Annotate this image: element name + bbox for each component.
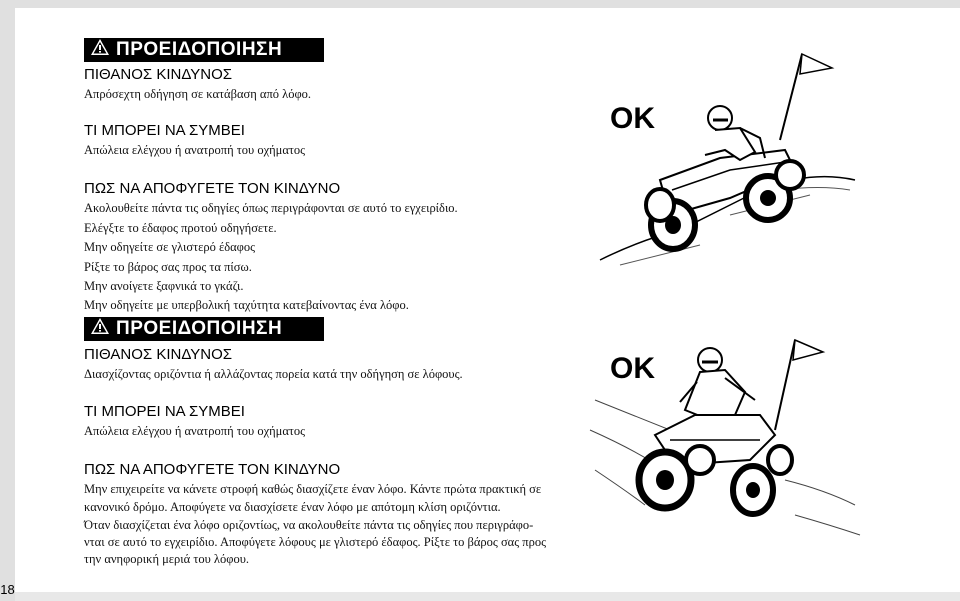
hazard-text-1: Απρόσεχτη οδήγηση σε κατάβαση από λόφο. (84, 87, 312, 101)
consequence-text-1: Απώλεια ελέγχου ή ανατροπή του οχήματος (84, 143, 306, 157)
avoid-line: Ελέγξτε το έδαφος προτού οδηγήσετε. (84, 221, 277, 235)
warning-triangle-icon (90, 317, 110, 341)
avoid-line: Ακολουθείτε πάντα τις οδηγίες όπως περιγράφονται σε αυτό το εγχειρίδιο. (84, 201, 458, 215)
atv-traverse-illustration (585, 330, 865, 560)
avoid-line: την ανηφορική μεριά του λόφου. (84, 552, 250, 566)
consequence-title-2: ΤΙ ΜΠΟΡΕΙ ΝΑ ΣΥΜΒΕΙ (84, 403, 245, 420)
avoid-line: Μην επιχειρείτε να κάνετε στροφή καθώς διασχίζετε έναν λόφο. Κάντε πρώτα πρακτική σε (84, 482, 542, 496)
top-border (0, 0, 960, 8)
consequence-title-1: ΤΙ ΜΠΟΡΕΙ ΝΑ ΣΥΜΒΕΙ (84, 122, 245, 139)
warning-label-1: ΠΡΟΕΙΔΟΠΟΙΗΣΗ (116, 39, 283, 60)
avoid-title-1: ΠΩΣ ΝΑ ΑΠΟΦΥΓΕΤΕ ΤΟΝ ΚΙΝΔΥΝΟ (84, 180, 341, 197)
hazard-title-1: ΠΙΘΑΝΟΣ ΚΙΝΔΥΝΟΣ (84, 66, 233, 83)
warning-triangle-icon (90, 38, 110, 62)
warning-banner-1 (84, 38, 324, 62)
bottom-border (15, 592, 960, 601)
hazard-text-2: Διασχίζοντας οριζόντια ή αλλάζοντας πορεία κατά την οδήγηση σε λόφους. (84, 367, 463, 381)
avoid-line: Μην οδηγείτε σε γλιστερό έδαφος (84, 240, 256, 254)
consequence-text-2: Απώλεια ελέγχου ή ανατροπή του οχήματος (84, 424, 306, 438)
avoid-line: νται σε αυτό το εγχειρίδιο. Αποφύγετε λόφους με γλιστερό έδαφος. Ρίξτε το βάρος σας προς (84, 535, 547, 549)
atv-downhill-illustration (580, 40, 860, 270)
avoid-line: Μην ανοίγετε ξαφνικά το γκάζι. (84, 279, 244, 293)
warning-banner-2 (84, 317, 324, 341)
warning-label-2: ΠΡΟΕΙΔΟΠΟΙΗΣΗ (116, 318, 283, 339)
avoid-line: Όταν διασχίζεται ένα λόφο οριζοντίως, να ακολουθείτε πάντα τις οδηγίες που περιγράφο- (84, 518, 534, 532)
ok-label: OK (610, 352, 655, 385)
ok-label: OK (610, 102, 655, 135)
avoid-line: κανονικό δρόμο. Αποφύγετε να διασχίσετε έναν λόφο με απότομη κλίση οριζόντια. (84, 500, 501, 514)
hazard-title-2: ΠΙΘΑΝΟΣ ΚΙΝΔΥΝΟΣ (84, 346, 233, 363)
avoid-line: Μην οδηγείτε με υπερβολική ταχύτητα κατεβαίνοντας ένα λόφο. (84, 298, 409, 312)
left-margin-bar (0, 0, 15, 601)
avoid-title-2: ΠΩΣ ΝΑ ΑΠΟΦΥΓΕΤΕ ΤΟΝ ΚΙΝΔΥΝΟ (84, 461, 341, 478)
avoid-line: Ρίξτε το βάρος σας προς τα πίσω. (84, 260, 252, 274)
page-number: 18 (0, 578, 15, 601)
